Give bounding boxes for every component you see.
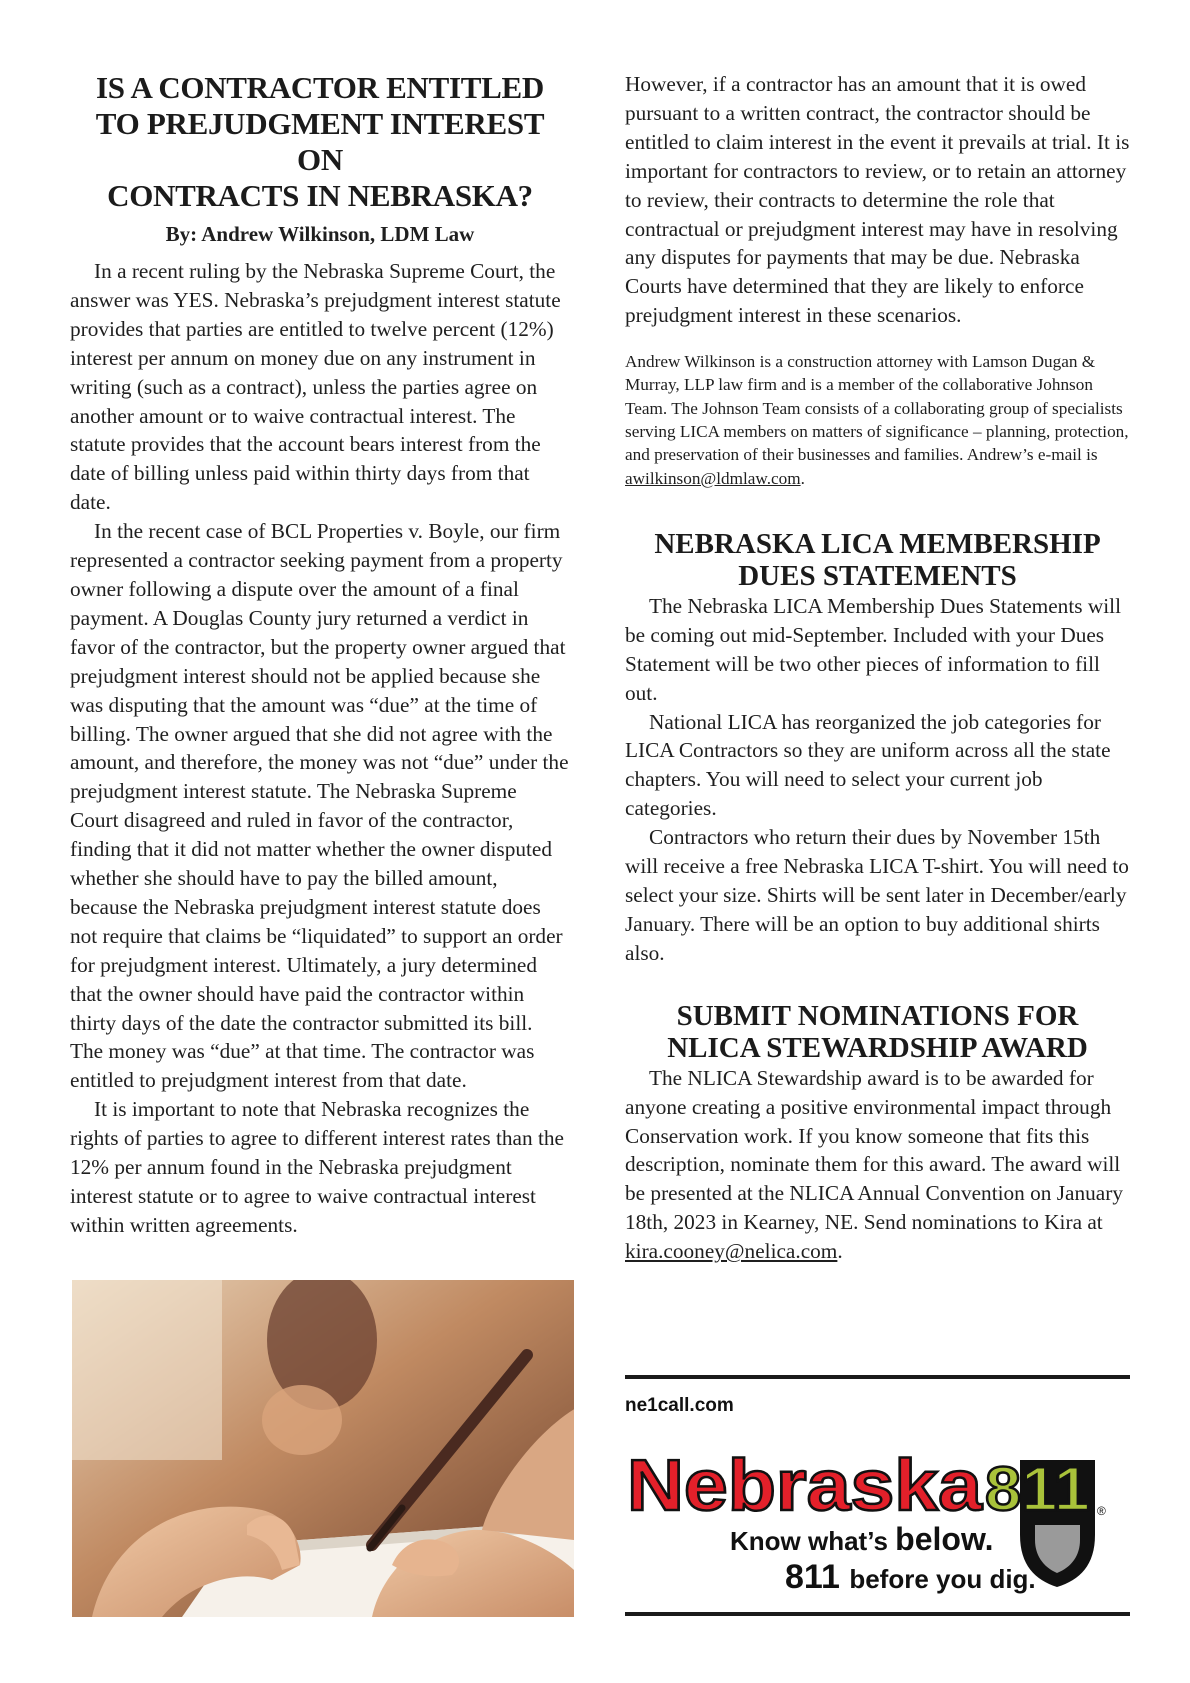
author-bio-end: . — [800, 468, 805, 488]
dues-section — [625, 528, 1130, 968]
author-bio — [625, 350, 1130, 490]
dues-paragraph: National LICA has reorganized the job categories for LICA Contractors so they are uniform across all the state chapters. You will need to select your current job categories. — [625, 709, 1111, 821]
author-bio-text: Andrew Wilkinson is a construction attorney with Lamson Dugan & Murray, LLP law firm and is a member of the collaborative Johnson Team. The Johnson Team consists of a collaborating group of specialists serving LICA members on matters of significance – planning, protection, and preservation of their businesses and families. Andrew’s e-mail is — [625, 352, 1129, 465]
svg-text:Know what’s below. — [730, 1521, 994, 1557]
author-email-link[interactable]: awilkinson@ldmlaw.com — [625, 468, 801, 488]
article-byline: By: Andrew Wilkinson, LDM Law — [165, 222, 475, 246]
ad-tagline-dig: before you dig. — [849, 1564, 1036, 1594]
signing-contract-photo — [72, 1280, 574, 1617]
article-title-line: CONTRACTS IN NEBRASKA? — [107, 178, 533, 213]
article-paragraph: It is important to note that Nebraska recognizes the rights of parties to agree to different interest rates than the 12% per annum found in the Nebraska prejudgment interest statute or to agree to waive contractual interest within written agreements. — [70, 1097, 564, 1237]
nominations-section — [625, 1000, 1130, 1266]
nominations-end: . — [837, 1239, 843, 1264]
article-title-line: IS A CONTRACTOR ENTITLED — [96, 70, 544, 105]
article-paragraph: In the recent case of BCL Properties v. Boyle, our firm represented a contractor seeking payment from a property owner following a dispute over the amount of a final payment. A Douglas County jury returned a verdict in favor of the contractor, but the property owner argued that prejudgment interest should not be applied because she was disputing that the amount was “due” at the time of billing. The owner argued that she did not agree with the amount, and therefore, the money was not “due” under the prejudgment interest statute. The Nebraska Supreme Court disagreed and ruled in favor of the contractor, finding that it did not matter whether the owner disputed whether she should have to pay the billed amount, because the Nebraska prejudgment interest statute does not require that claims be “liquidated” to support an order for prejudgment interest. Ultimately, a jury determined that the owner should have paid the contractor within thirty days of the date the contractor submitted its bill. The money was “due” at that time. The contractor was entitled to prejudgment interest from that date. — [70, 519, 569, 1093]
ad-tagline-below: below. — [895, 1521, 994, 1557]
right-column — [625, 70, 1130, 1266]
nominations-title-line: NLICA STEWARDSHIP AWARD — [667, 1031, 1088, 1064]
ad-tagline-know: Know what’s — [730, 1526, 896, 1556]
nominations-title-line: SUBMIT NOMINATIONS FOR — [676, 999, 1079, 1032]
nominations-text: The NLICA Stewardship award is to be awarded for anyone creating a positive environmental impact through Conservation work. If you know someone that fits this description, nominate them for this award. The award will be presented at the NLICA Annual Convention on January 18th, 2023 in Kearney, NE. Send nominations to Kira at — [625, 1065, 1124, 1235]
nominations-email-link[interactable]: kira.cooney@nelica.com — [625, 1239, 838, 1264]
ad-number-text: 811 — [985, 1455, 1090, 1524]
ad-brand-text: Nebraska — [627, 1446, 984, 1526]
dues-paragraph: The Nebraska LICA Membership Dues Statements will be coming out mid-September. Included with your Dues Statement will be two other pieces of information to fill out. — [625, 593, 1121, 705]
article-title — [70, 70, 570, 214]
article-column — [70, 70, 570, 1240]
ad-tagline-811: 811 — [785, 1558, 850, 1596]
dues-title-line: DUES STATEMENTS — [738, 559, 1017, 592]
dues-paragraph: Contractors who return their dues by November 15th will receive a free Nebraska LICA T-shirt. You will need to select your size. Shirts will be sent later in December/early January. There will be an option to buy additional shirts also. — [625, 825, 1129, 965]
svg-text:811 before you dig. — [785, 1558, 1036, 1596]
article-continuation: However, if a contractor has an amount that it is owed pursuant to a written contract, the contractor should be entitled to claim interest in the event it prevails at trial. It is important for contractors to review, or to retain an attorney to review, their contracts to determine the role that contractual or prejudgment interest may have in resolving any disputes for payments that may be due. Nebraska Courts have determined that they are likely to enforce prejudgment interest in these scenarios. — [625, 72, 1130, 328]
article-title-line: TO PREJUDGMENT INTEREST ON — [95, 106, 545, 177]
ad-registered-mark: ® — [1097, 1504, 1106, 1518]
nominations-title — [625, 1000, 1130, 1064]
article-paragraph: In a recent ruling by the Nebraska Supreme Court, the answer was YES. Nebraska’s prejudgment interest statute provides that parties are entitled to twelve percent (12%) interest per annum on money due on any instrument in writing (such as a contract), unless the parties agree on another amount or to waive contractual interest. The statute provides that the account bears interest from the date of billing unless paid within thirty days from that date. — [70, 259, 561, 515]
nominations-paragraph — [625, 1064, 1130, 1266]
nebraska-811-ad[interactable] — [625, 1375, 1130, 1607]
nebraska-811-logo — [625, 1415, 1130, 1605]
ad-bottom-rule — [625, 1612, 1130, 1616]
ad-url[interactable]: ne1call.com — [625, 1395, 734, 1416]
signing-contract-illustration — [72, 1280, 574, 1617]
dues-title-line: NEBRASKA LICA MEMBERSHIP — [654, 527, 1101, 560]
dues-title — [625, 528, 1130, 592]
